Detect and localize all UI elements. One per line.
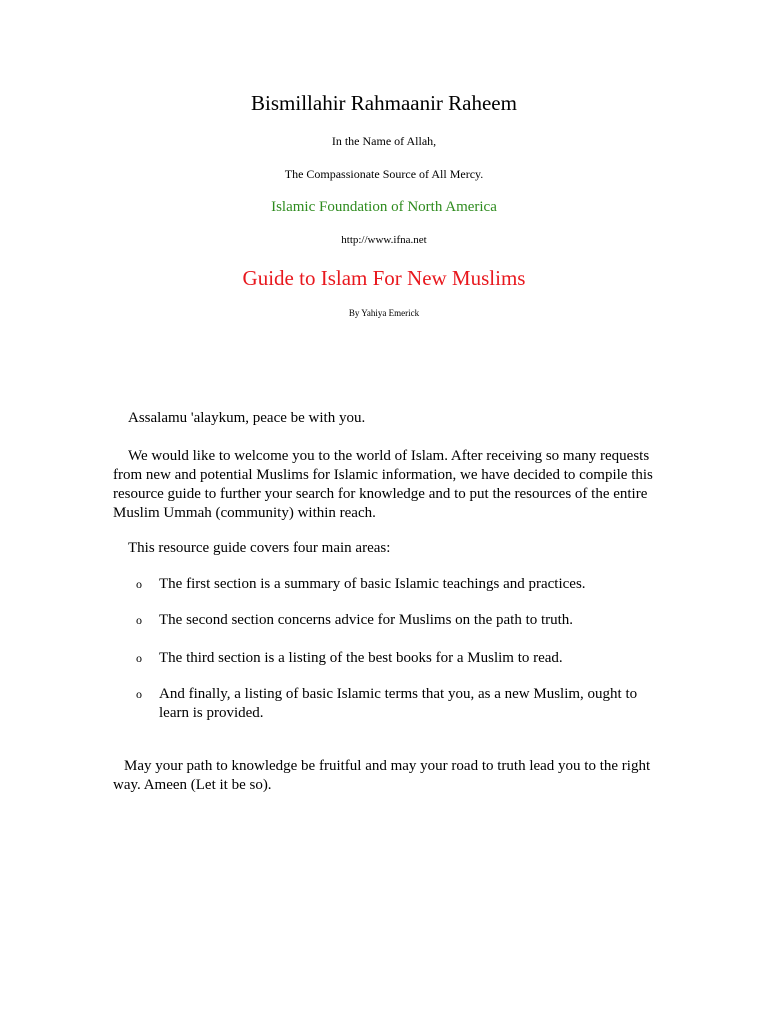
greeting-paragraph: Assalamu 'alaykum, peace be with you. <box>128 410 366 426</box>
website-url: http://www.ifna.net <box>341 234 427 246</box>
list-item-text: The second section concerns advice for Muslims on the path to truth. <box>159 612 574 628</box>
bullet-marker: o <box>136 687 142 701</box>
covers-intro-paragraph: This resource guide covers four main areas: <box>128 540 391 556</box>
bullet-marker: o <box>136 613 142 627</box>
compassionate-line: The Compassionate Source of All Mercy. <box>284 167 484 181</box>
welcome-paragraph: We would like to welcome you to the world of Islam. After receiving so many requests from new and potential Muslims for Islamic information, we have decided to compile this resource guide to further your search for knowledge and to put the resources of the entire Muslim Ummah (community) within reach. <box>113 448 653 521</box>
author-byline: By Yahiya Emerick <box>348 308 420 318</box>
list-item-text: And finally, a listing of basic Islamic terms that you, as a new Muslim, ought to learn is provided. <box>159 686 638 721</box>
in-the-name-line: In the Name of Allah, <box>331 134 437 148</box>
list-item-text: The third section is a listing of the best books for a Muslim to read. <box>159 650 563 666</box>
list-item-text: The first section is a summary of basic Islamic teachings and practices. <box>159 576 586 592</box>
organization-name: Islamic Foundation of North America <box>271 199 497 215</box>
bullet-marker: o <box>136 577 142 591</box>
bullet-marker: o <box>136 651 142 665</box>
closing-paragraph: May your path to knowledge be fruitful and may your road to truth lead you to the right way. Ameen (Let it be so). <box>113 758 651 793</box>
basmala-heading: Bismillahir Rahmaanir Raheem <box>251 91 517 115</box>
document-title: Guide to Islam For New Muslims <box>242 266 526 290</box>
